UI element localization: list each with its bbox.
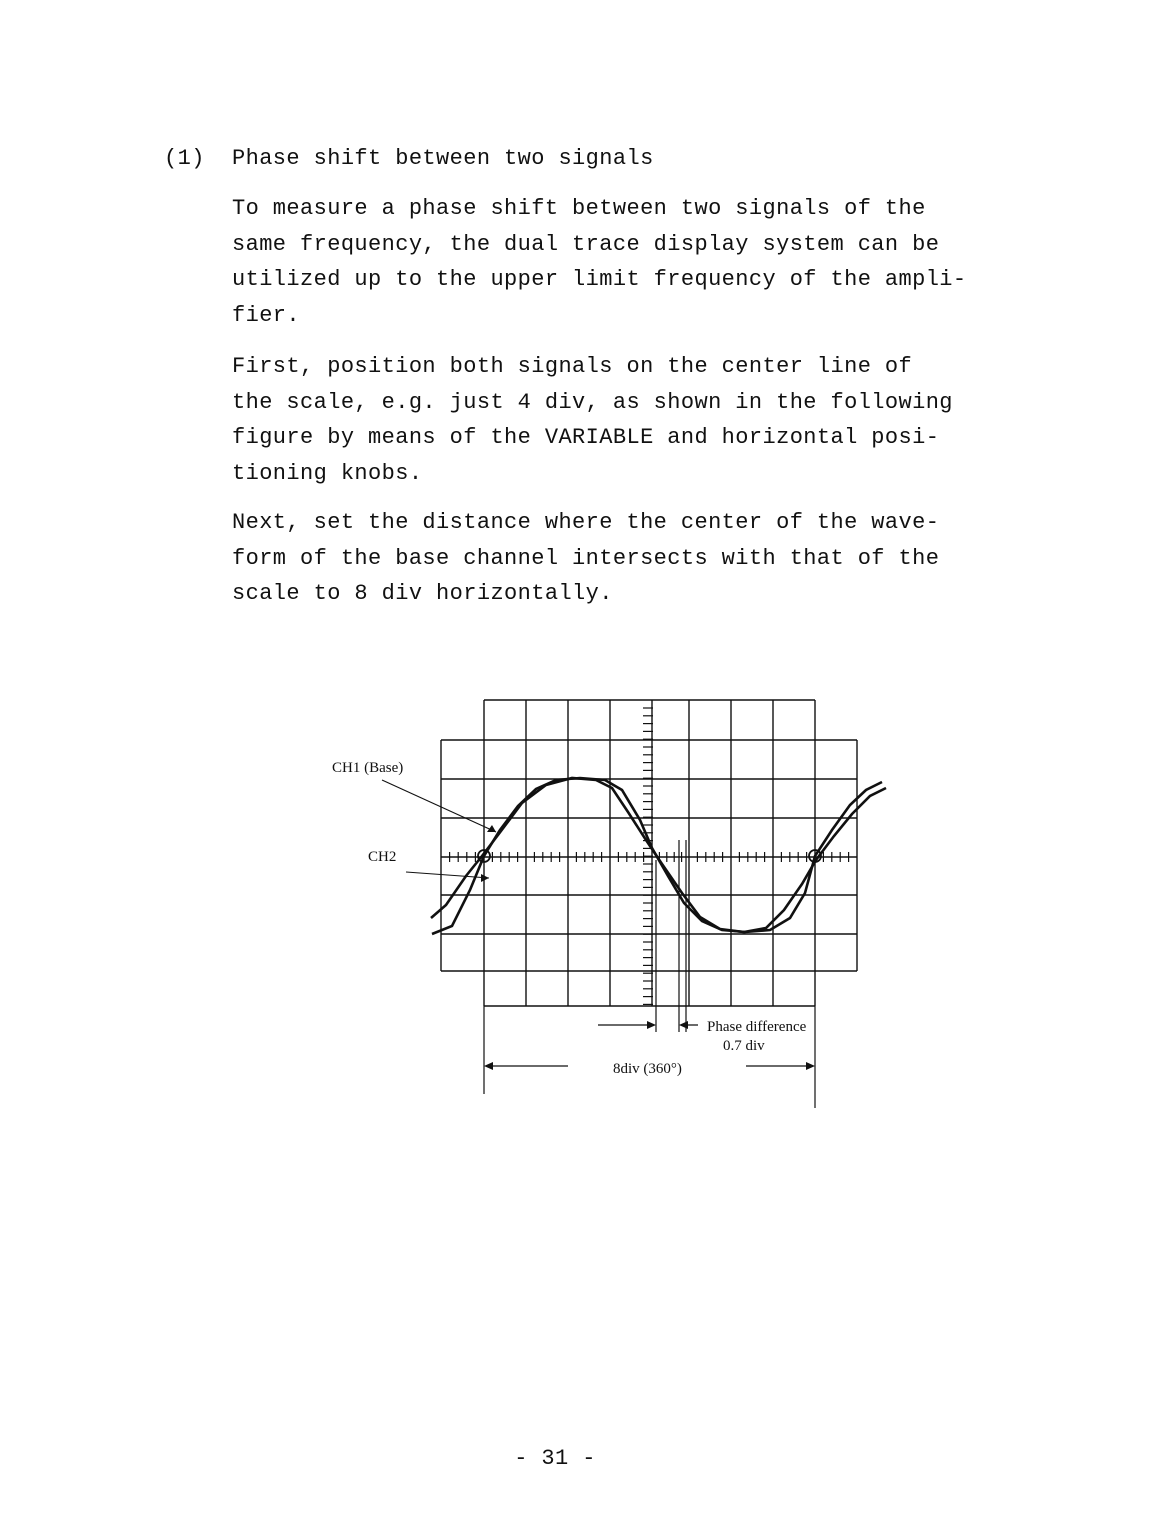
paragraph-line: form of the base channel intersects with that of the [232, 545, 940, 571]
paragraph-line: scale to 8 div horizontally. [232, 581, 613, 606]
paragraph-1 [232, 191, 1032, 333]
oscilloscope-figure [320, 690, 900, 1125]
paragraph-line: First, position both signals on the center line of [232, 354, 913, 379]
ch1-label: CH1 (Base) [332, 760, 404, 776]
graticule-grid [441, 700, 857, 1006]
ch2-label: CH2 [368, 849, 397, 865]
oscilloscope-diagram [320, 690, 900, 1120]
paragraph-line: tioning knobs. [232, 460, 423, 486]
phase-difference-value: 0.7 div [723, 1038, 765, 1054]
page-number: - 31 - [514, 1446, 596, 1471]
period-label: 8div (360°) [613, 1061, 682, 1077]
section-title: Phase shift between two signals [232, 146, 654, 171]
paragraph-line: utilized up to the upper limit frequency of the ampli- [232, 267, 967, 292]
phase-arrow-right-head [679, 1021, 688, 1029]
paragraph-line: figure by means of the VARIABLE and horizontal posi- [232, 425, 940, 450]
ch2-leader-arrowhead [481, 874, 489, 882]
center-axis-ticks [450, 708, 849, 1004]
paragraph-3 [232, 505, 1032, 612]
phase-difference-label: Phase difference [707, 1019, 807, 1035]
ch2-waveform [431, 778, 886, 932]
paragraph-line: the scale, e.g. just 4 div, as shown in the following [232, 389, 953, 415]
period-arrow-right-head [806, 1062, 815, 1070]
period-arrow-left-head [484, 1062, 493, 1070]
phase-arrow-left-head [647, 1021, 656, 1029]
section-number: (1) [164, 146, 205, 171]
paragraph-line: To measure a phase shift between two signals of the [232, 196, 926, 221]
paragraph-2 [232, 349, 1032, 491]
paragraph-line: fier. [232, 302, 301, 328]
paragraph-line: same frequency, the dual trace display system can be [232, 231, 940, 257]
ch1-leader-line [382, 780, 496, 832]
paragraph-line: Next, set the distance where the center of the wave- [232, 510, 940, 535]
